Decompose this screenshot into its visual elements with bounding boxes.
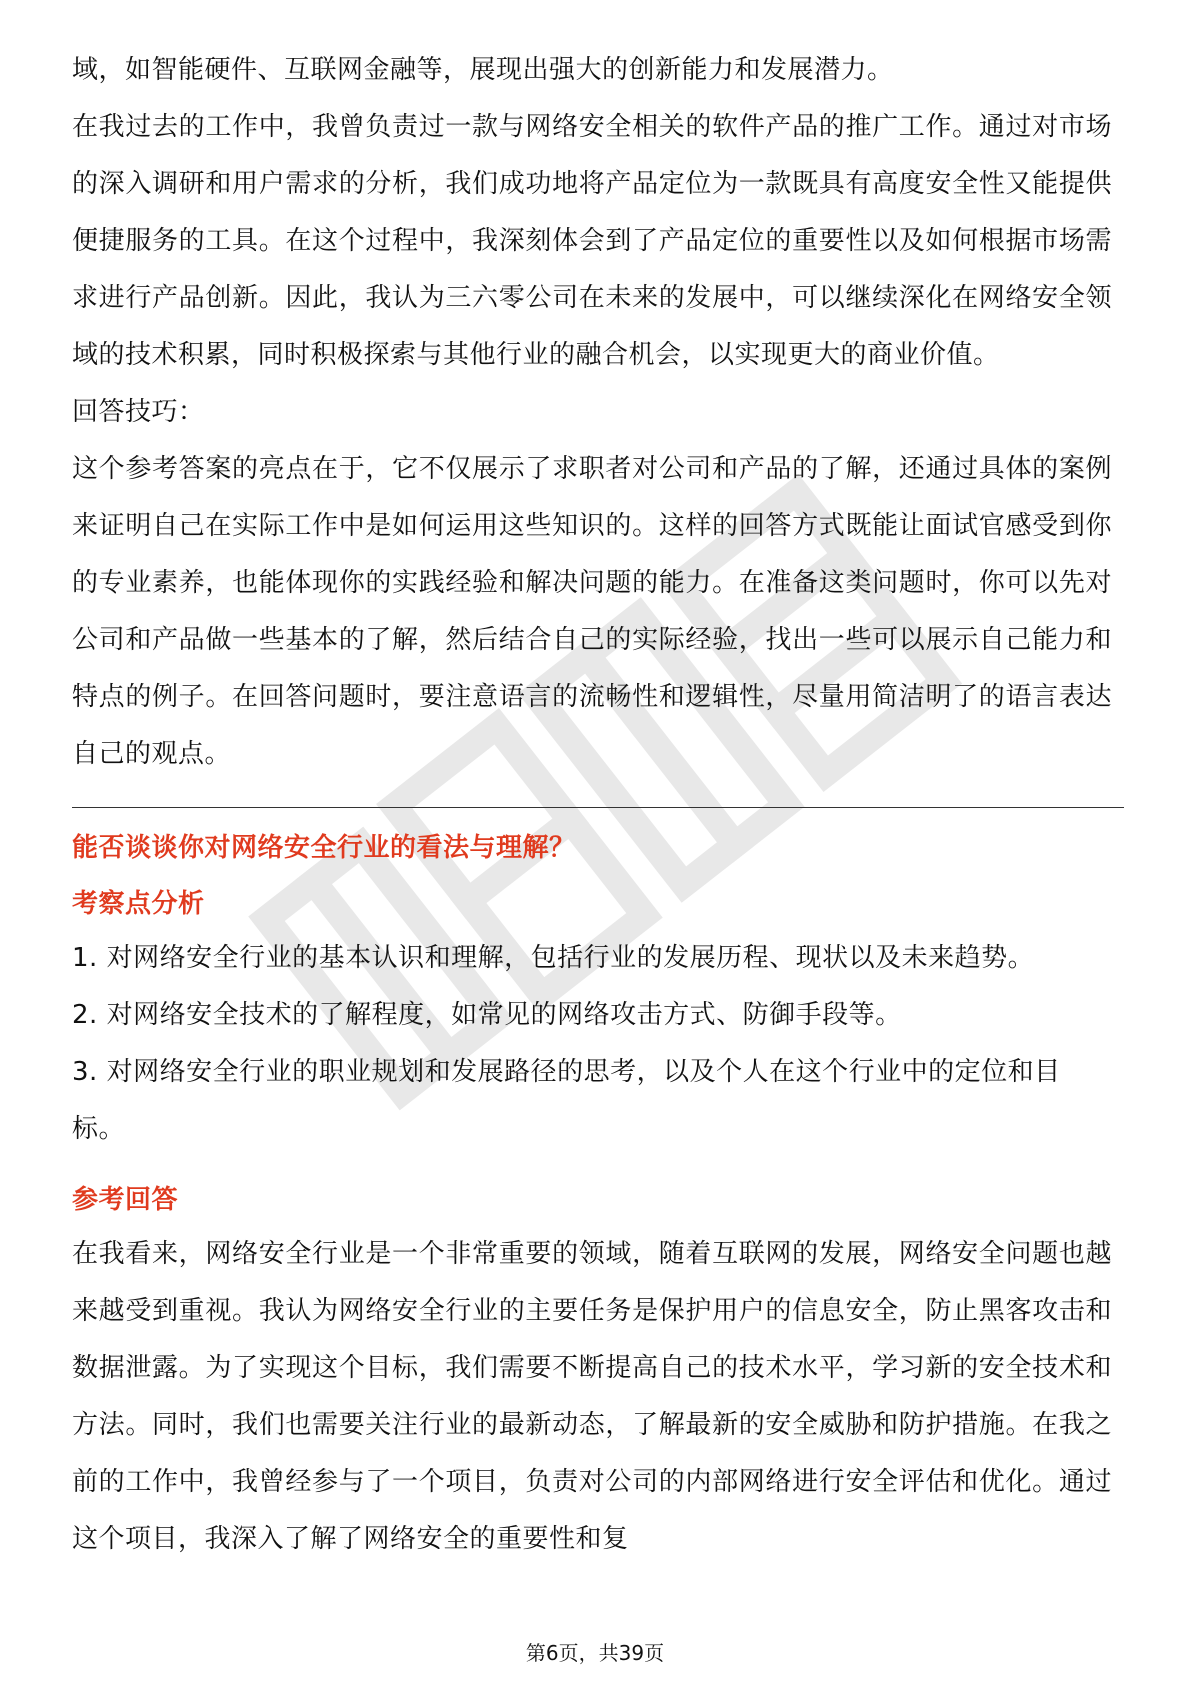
paragraph-tips-label: 回答技巧： — [72, 397, 205, 427]
paragraph-tips-body: 这个参考答案的亮点在于，它不仅展示了求职者对公司和产品的了解，还通过具体的案例来证明自己在实际工作中是如何运用这些知识的。这样的回答方式既能让面试官感受到你的专业素养，也能体现你的实践经验和解决问题的能力。在准备这类问题时，你可以先对公司和产品做一些基本的了解，然后结合自己的实际经验，找出一些可以展示自己能力和特点的例子。在回答问题时，要注意语言的流畅性和逻辑性，尽量用简洁明了的语言表达自己的观点。 — [72, 454, 1112, 769]
reference-answer-text: 在我看来，网络安全行业是一个非常重要的领域，随着互联网的发展，网络安全问题也越来越受到重视。我认为网络安全行业的主要任务是保护用户的信息安全，防止黑客攻击和数据泄露。为了实现这个目标，我们需要不断提高自己的技术水平，学习新的安全技术和方法。同时，我们也需要关注行业的最新动态，了解最新的安全威胁和防护措施。在我之前的工作中，我曾经参与了一个项目，负责对公司的内部网络进行安全评估和优化。通过这个项目，我深入了解了网络安全的重要性和复 — [72, 1239, 1112, 1554]
reference-heading: 参考回答 — [72, 1185, 179, 1215]
analysis-item: 2. 对网络安全技术的了解程度，如常见的网络攻击方式、防御手段等。 — [72, 1000, 902, 1030]
analysis-item: 1. 对网络安全行业的基本认识和理解，包括行业的发展历程、现状以及未来趋势。 — [72, 943, 1035, 973]
question-title: 能否谈谈你对网络安全行业的看法与理解？ — [72, 833, 576, 863]
paragraph-experience: 在我过去的工作中，我曾负责过一款与网络安全相关的软件产品的推广工作。通过对市场的深入调研和用户需求的分析，我们成功地将产品定位为一款既具有高度安全性又能提供便捷服务的工具。在这个过程中，我深刻体会到了产品定位的重要性以及如何根据市场需求进行产品创新。因此，我认为三六零公司在未来的发展中，可以继续深化在网络安全领域的技术积累，同时积极探索与其他行业的融合机会，以实现更大的商业价值。 — [72, 112, 1112, 370]
analysis-heading: 考察点分析 — [72, 889, 205, 919]
paragraph-intro-tail: 域，如智能硬件、互联网金融等，展现出强大的创新能力和发展潜力。 — [72, 55, 894, 85]
page-number-footer: 第6页，共39页 — [525, 1641, 665, 1665]
main-content — [72, 42, 1112, 1568]
analysis-item: 3. 对网络安全行业的职业规划和发展路径的思考，以及个人在这个行业中的定位和目标。 — [72, 1057, 1061, 1144]
section-divider — [72, 807, 1124, 808]
